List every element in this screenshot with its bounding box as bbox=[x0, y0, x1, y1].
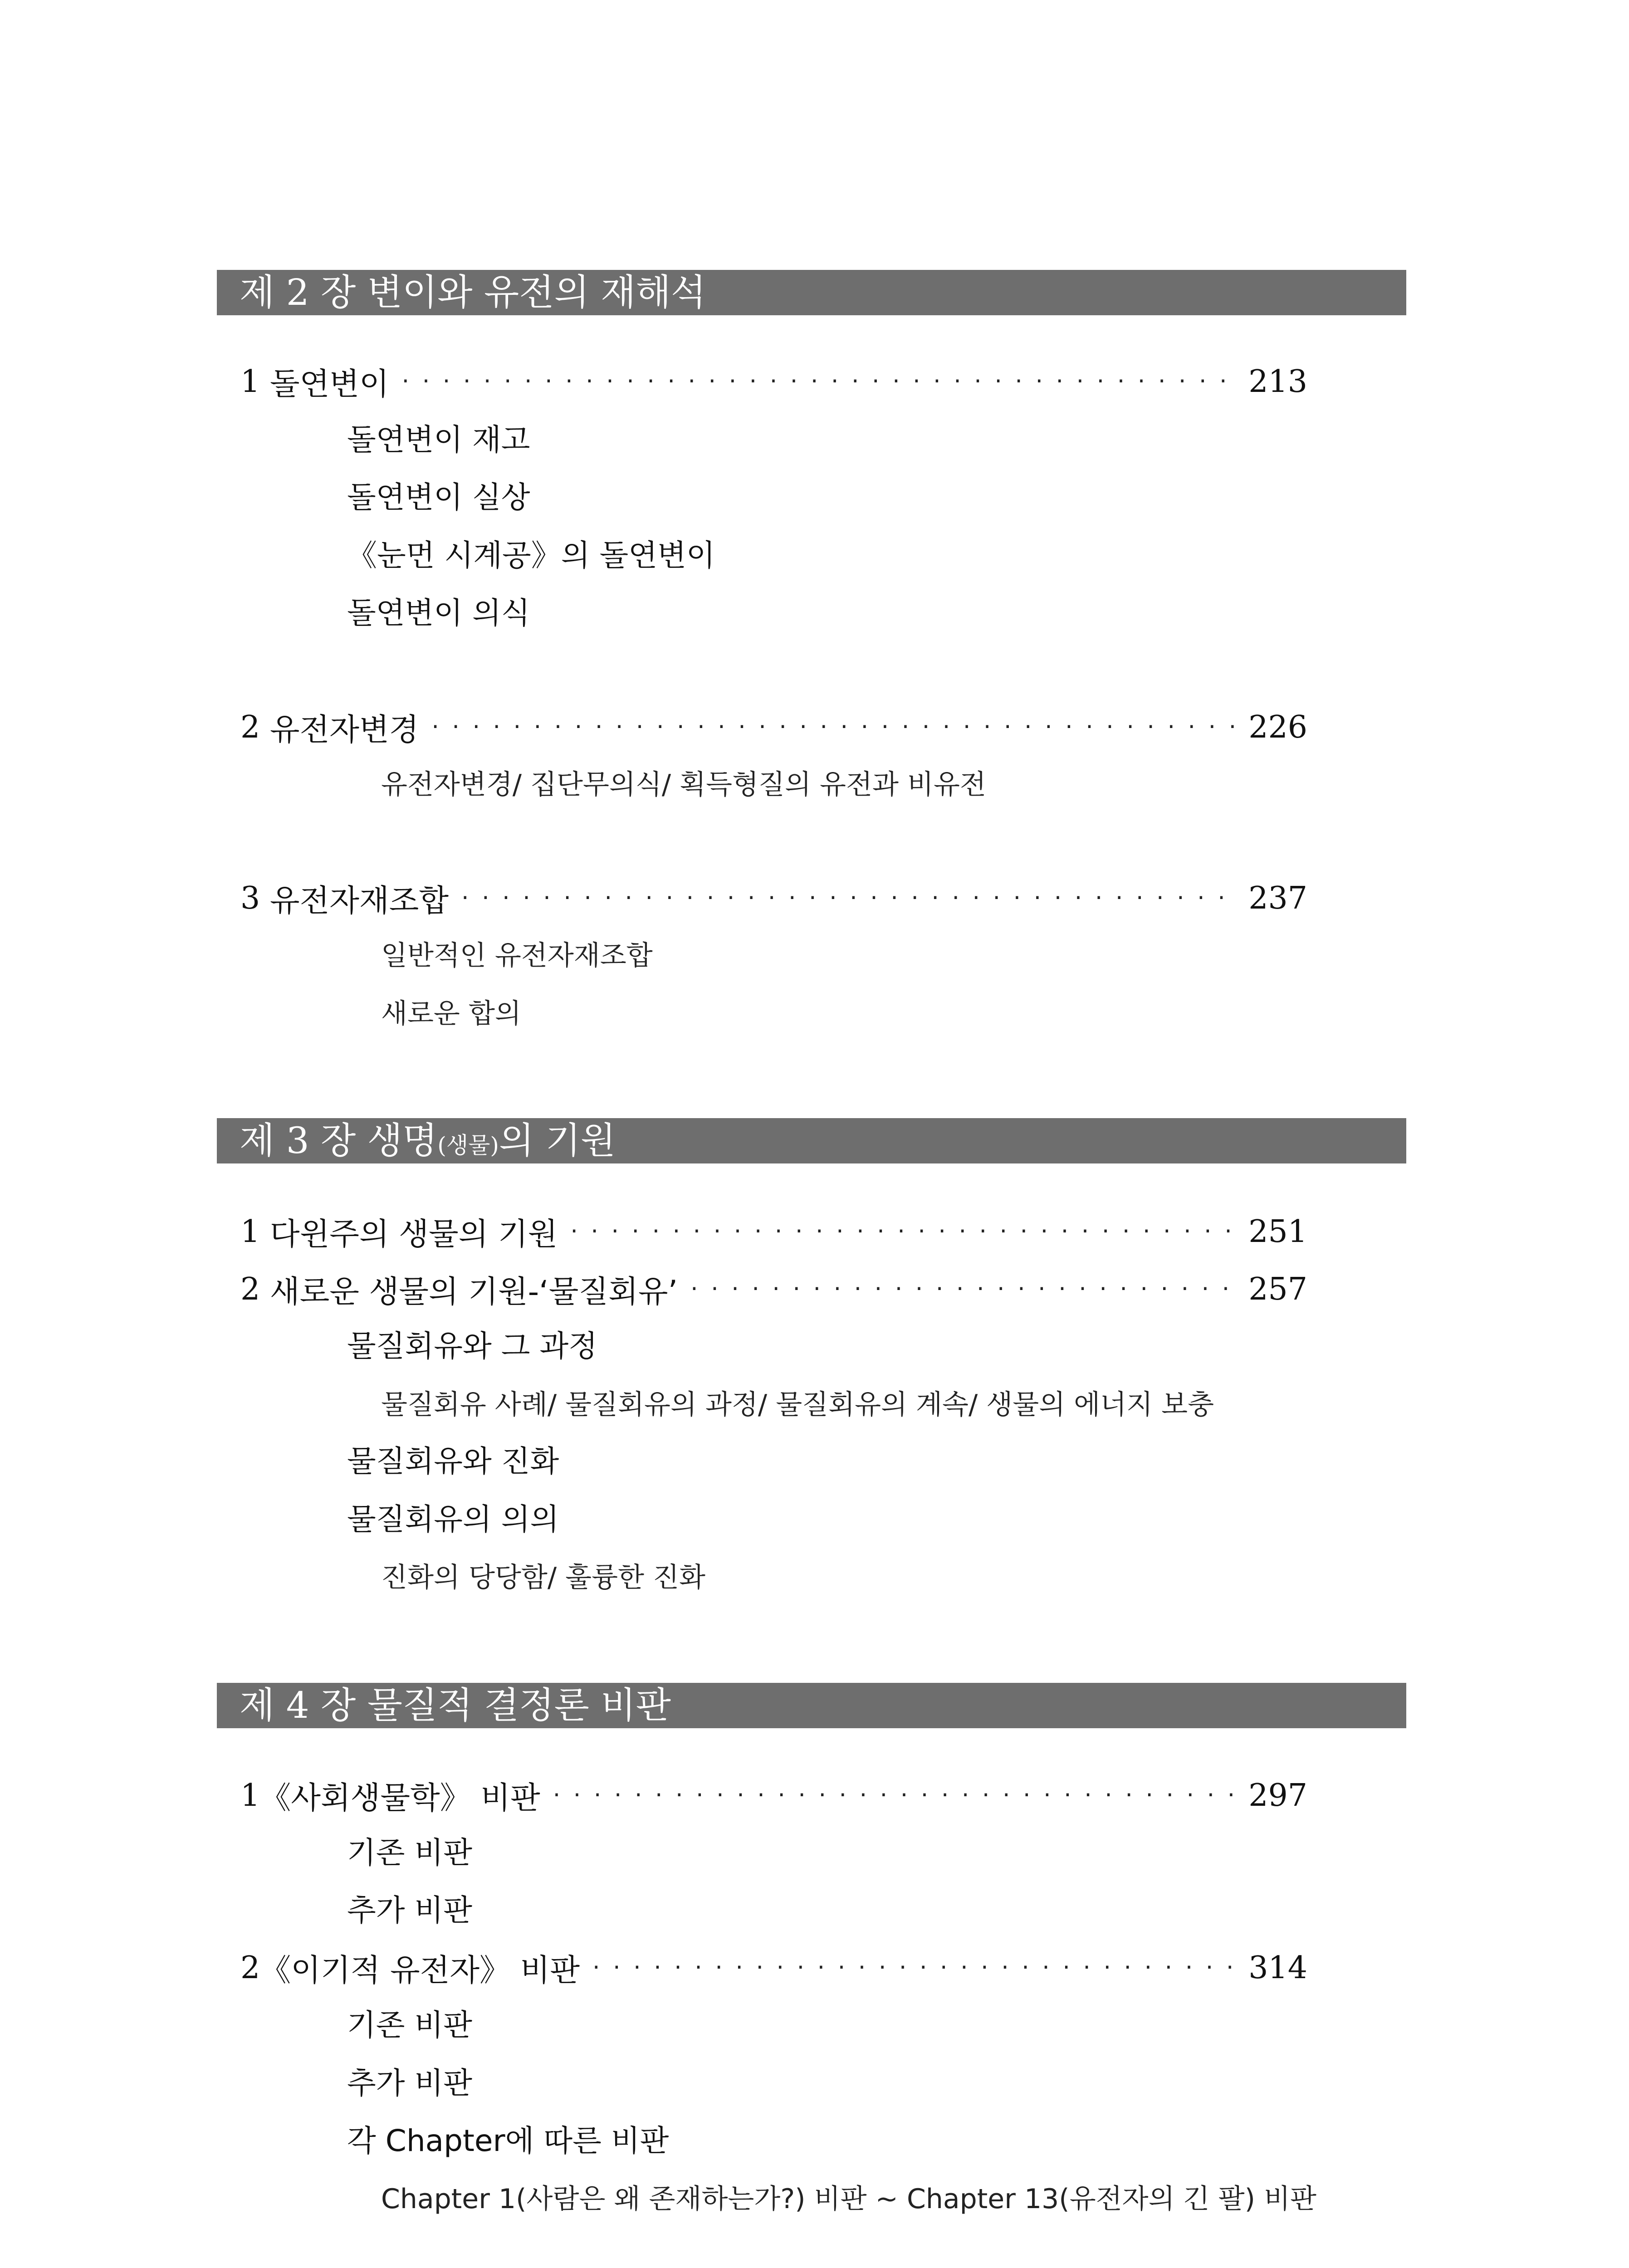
leader-dots bbox=[553, 1782, 1236, 1809]
entry-title: 돌연변이 bbox=[269, 366, 389, 402]
sub-entry-detail: Chapter 1(사람은 왜 존재하는가?) 비판 ~ Chapter 13(유전자의 긴 팔) 비판 bbox=[381, 2183, 1317, 2215]
sub-entry: 각 Chapter에 따른 비판 bbox=[347, 2123, 669, 2158]
sub-entry: 《눈먼 시계공》의 돌연변이 bbox=[347, 538, 715, 573]
entry-title: 《이기적 유전자》 비판 bbox=[260, 1952, 580, 1989]
leader-dots bbox=[592, 1954, 1236, 1981]
chapter-3-title-rest: 의 기원 bbox=[499, 1119, 616, 1162]
leader-dots bbox=[402, 368, 1236, 395]
chapter-3-heading bbox=[217, 1118, 1406, 1163]
sub-entry-detail: 유전자변경/ 집단무의식/ 획득형질의 유전과 비유전 bbox=[381, 769, 986, 801]
sub-entry: 물질회유와 진화 bbox=[347, 1444, 559, 1479]
sub-entry-detail: 진화의 당당함/ 훌륭한 진화 bbox=[381, 1562, 705, 1593]
sub-entry: 돌연변이 의식 bbox=[347, 596, 530, 631]
sub-entry: 추가 비판 bbox=[347, 1893, 473, 1928]
chapter-3-title-annotation: (생물) bbox=[437, 1132, 499, 1158]
entry-page-number: 314 bbox=[1248, 1950, 1307, 1986]
entry-page-number: 213 bbox=[1248, 363, 1307, 400]
toc-entry-4-1[interactable] bbox=[240, 1775, 1307, 1816]
entry-number: 2 bbox=[240, 709, 260, 745]
leader-dots bbox=[570, 1218, 1236, 1245]
sub-entry: 기존 비판 bbox=[347, 1835, 473, 1870]
toc-entry-2-1[interactable] bbox=[240, 361, 1307, 402]
entry-page-number: 297 bbox=[1248, 1777, 1307, 1813]
sub-entry-detail: 일반적인 유전자재조합 bbox=[381, 940, 653, 972]
leader-dots bbox=[461, 885, 1236, 912]
chapter-4-heading: 제 4 장 물질적 결정론 비판 bbox=[217, 1683, 1406, 1728]
leader-dots bbox=[690, 1276, 1236, 1303]
entry-number: 1 bbox=[240, 363, 260, 400]
entry-number: 2 bbox=[240, 1950, 260, 1986]
sub-entry-detail: 물질회유 사례/ 물질회유의 과정/ 물질회유의 계속/ 생물의 에너지 보충 bbox=[381, 1389, 1214, 1421]
toc-entry-2-3[interactable] bbox=[240, 878, 1307, 919]
sub-entry: 돌연변이 실상 bbox=[347, 480, 530, 515]
entry-title: 유전자재조합 bbox=[269, 883, 449, 919]
sub-entry-detail: 새로운 합의 bbox=[381, 998, 521, 1030]
sub-entry: 물질회유와 그 과정 bbox=[347, 1329, 598, 1364]
toc-entry-2-2[interactable] bbox=[240, 707, 1307, 748]
leader-dots bbox=[431, 714, 1236, 741]
entry-page-number: 251 bbox=[1248, 1213, 1307, 1250]
sub-entry: 추가 비판 bbox=[347, 2066, 473, 2101]
entry-page-number: 226 bbox=[1248, 709, 1307, 745]
toc-entry-3-2[interactable] bbox=[240, 1269, 1307, 1310]
entry-number: 2 bbox=[240, 1271, 260, 1307]
entry-number: 3 bbox=[240, 880, 260, 916]
entry-title: 유전자변경 bbox=[269, 712, 419, 748]
entry-title: 새로운 생물의 기원-‘물질회유’ bbox=[269, 1274, 678, 1310]
entry-page-number: 257 bbox=[1248, 1271, 1307, 1307]
entry-title: 다윈주의 생물의 기원 bbox=[269, 1216, 558, 1252]
entry-number: 1 bbox=[240, 1213, 260, 1250]
chapter-3-title-main: 제 3 장 생명 bbox=[240, 1119, 438, 1162]
sub-entry: 기존 비판 bbox=[347, 2008, 473, 2043]
entry-number: 1 bbox=[240, 1777, 260, 1813]
entry-page-number: 237 bbox=[1248, 880, 1307, 916]
sub-entry: 물질회유의 의의 bbox=[347, 1502, 559, 1537]
entry-title: 《사회생물학》 비판 bbox=[260, 1780, 540, 1816]
toc-entry-3-1[interactable] bbox=[240, 1211, 1307, 1252]
sub-entry: 돌연변이 재고 bbox=[347, 422, 530, 457]
chapter-2-heading: 제 2 장 변이와 유전의 재해석 bbox=[217, 270, 1406, 315]
toc-entry-4-2[interactable] bbox=[240, 1947, 1307, 1988]
